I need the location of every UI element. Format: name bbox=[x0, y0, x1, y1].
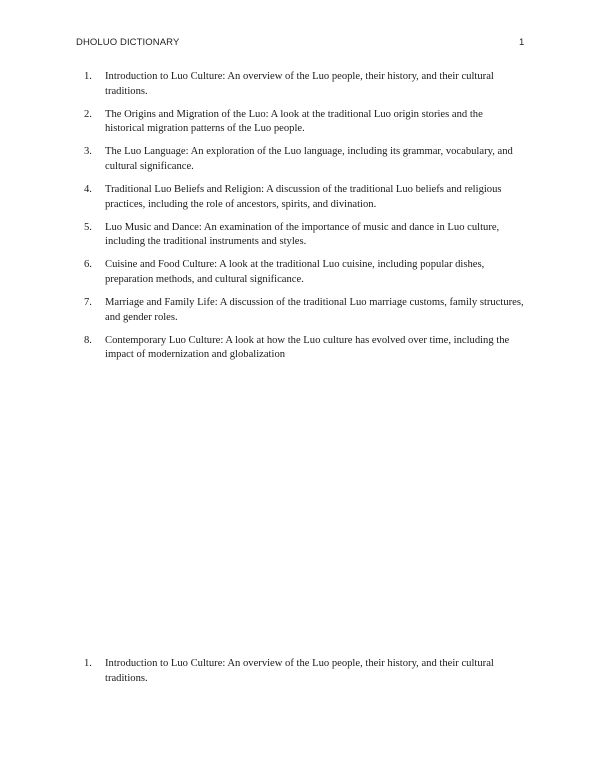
list-item-number: 4. bbox=[84, 184, 92, 196]
chapter-list-repeat bbox=[84, 657, 524, 695]
list-item bbox=[84, 108, 524, 137]
list-item bbox=[84, 183, 524, 212]
list-item bbox=[84, 70, 524, 99]
list-item bbox=[84, 145, 524, 174]
list-item-number: 2. bbox=[84, 108, 92, 120]
list-item-text: Traditional Luo Beliefs and Religion: A discussion of the traditional Luo beliefs and religious practices, including the role of ancestors, spirits, and divination. bbox=[105, 184, 502, 210]
list-item-number: 1. bbox=[84, 658, 92, 669]
list-item-text: Introduction to Luo Culture: An overview of the Luo people, their history, and their cultural traditions. bbox=[105, 71, 494, 97]
list-item-text: Introduction to Luo Culture: An overview of the Luo people, their history, and their cultural traditions. bbox=[105, 658, 494, 684]
list-item-text: Luo Music and Dance: An examination of the importance of music and dance in Luo culture, including the traditional instruments and styles. bbox=[105, 221, 500, 248]
list-item bbox=[84, 657, 524, 686]
list-item-text: The Origins and Migration of the Luo: A look at the traditional Luo origin stories and the historical migration patterns of the Luo people. bbox=[105, 108, 483, 135]
list-item-number: 7. bbox=[84, 297, 92, 309]
list-item bbox=[84, 296, 524, 325]
page-number: 1 bbox=[519, 37, 525, 48]
list-item-text: Contemporary Luo Culture: A look at how the Luo culture has evolved over time, including the impact of modernization and globalization bbox=[105, 334, 510, 361]
list-item bbox=[84, 258, 524, 287]
list-item bbox=[84, 334, 524, 363]
list-item-number: 3. bbox=[84, 146, 92, 158]
list-item-number: 5. bbox=[84, 221, 92, 233]
chapter-list bbox=[84, 70, 524, 372]
list-item-number: 6. bbox=[84, 259, 92, 271]
list-item-number: 1. bbox=[84, 71, 92, 82]
list-item-text: Cuisine and Food Culture: A look at the traditional Luo cuisine, including popular dishes, preparation methods, and cultural significance. bbox=[105, 259, 485, 286]
list-item-text: Marriage and Family Life: A discussion of the traditional Luo marriage customs, family structures, and gender roles. bbox=[105, 297, 524, 323]
list-item-text: The Luo Language: An exploration of the Luo language, including its grammar, vocabulary, and cultural significance. bbox=[105, 146, 513, 172]
list-item-number: 8. bbox=[84, 334, 92, 346]
list-item bbox=[84, 221, 524, 250]
running-header-title: DHOLUO DICTIONARY bbox=[76, 37, 180, 48]
